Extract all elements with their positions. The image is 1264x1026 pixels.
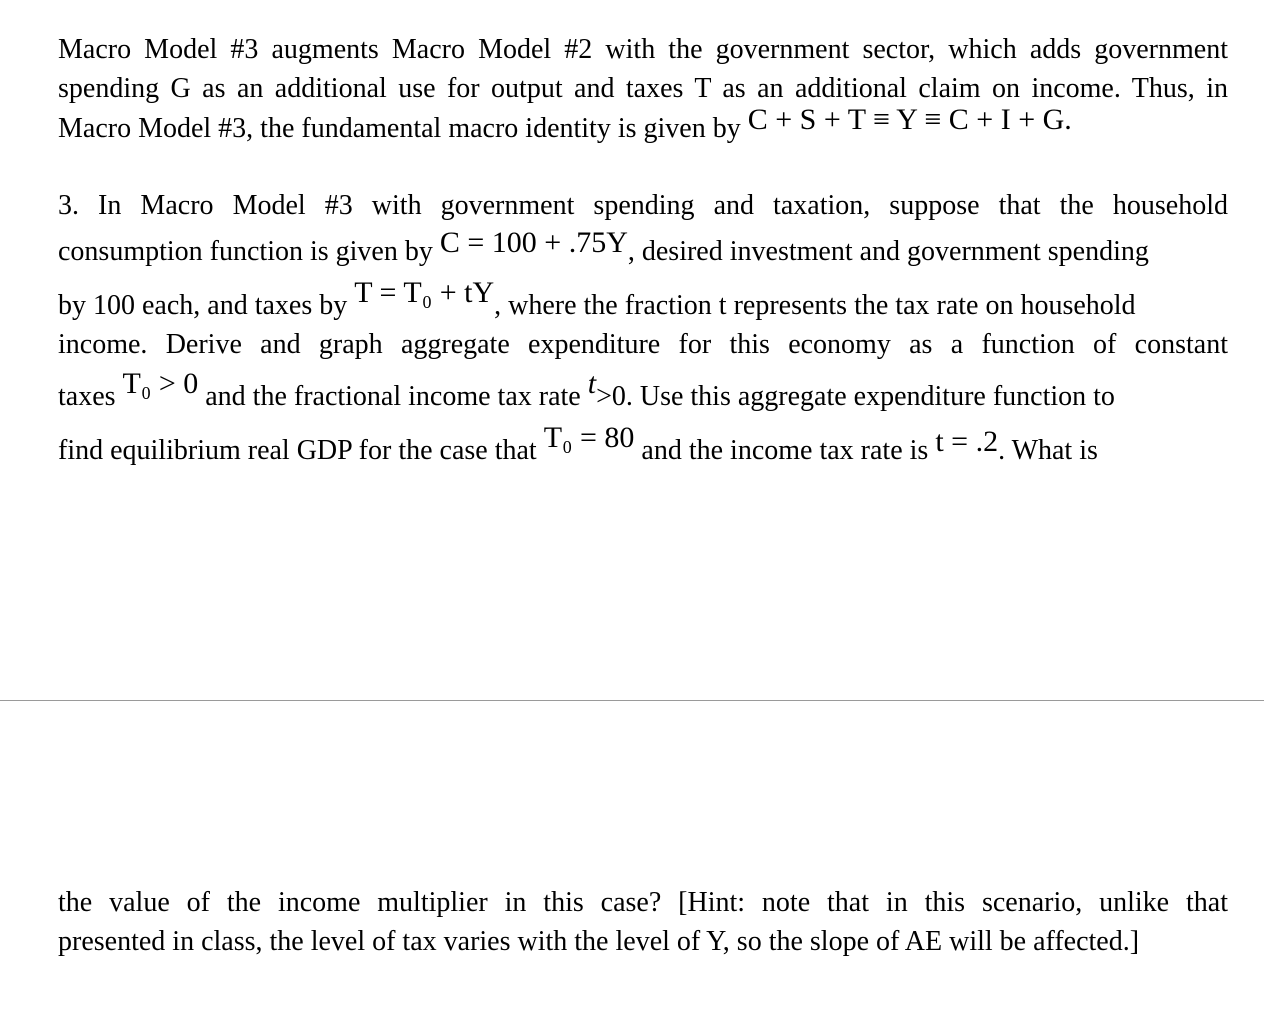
macro-identity-equation: C + S + T ≡ Y ≡ C + I + G. [747,103,1072,136]
intro-line-2: spending G as an additional use for output and taxes T as an additional claim on income. Thus, in [58,73,1228,104]
question-line-5 [58,367,1228,416]
question-line-3 [58,276,1228,325]
intro-line-3 [58,103,1228,148]
question-line-5-c: >0. Use this aggregate expenditure function to [596,381,1115,412]
intro-line-3-text: Macro Model #3, the fundamental macro identity is given by [58,113,741,144]
question-line-3-a: by 100 each, and taxes by [58,290,348,321]
tax-rate-value: t = .2 [935,425,999,458]
page-divider [0,700,1264,701]
question-line-2-b: , desired investment and government spending [627,236,1149,267]
tax-rate-symbol: t [587,367,597,400]
continuation-line-2: presented in class, the level of tax varies with the level of Y, so the slope of AE will be affected.] [58,926,1140,957]
question-line-6-b: and the income tax rate is [641,435,929,466]
consumption-function-equation: C = 100 + .75Y [439,226,628,259]
question-line-5-a: taxes [58,381,116,412]
question-line-1: 3. In Macro Model #3 with government spending and taxation, suppose that the household [58,190,1228,221]
continuation-line-1: the value of the income multiplier in this case? [Hint: note that in this scenario, unlike that [58,887,1228,918]
question-line-6-c: . What is [998,435,1098,466]
question-line-3-b: , where the fraction t represents the tax rate on household [494,290,1136,321]
intro-paragraph [58,30,1228,148]
question-line-6-a: find equilibrium real GDP for the case that [58,435,537,466]
question-line-2 [58,226,1228,271]
question-line-4: income. Derive and graph aggregate expenditure for this economy as a function of constant [58,329,1228,360]
constant-tax-condition: T₀ > 0 [122,367,199,400]
continuation-paragraph [58,883,1228,961]
question-line-5-b: and the fractional income tax rate [205,381,581,412]
question-paragraph [58,186,1228,470]
question-line-2-a: consumption function is given by [58,236,433,267]
tax-function-equation: T = T₀ + tY [354,276,495,309]
constant-tax-value: T₀ = 80 [543,421,635,454]
intro-line-1: Macro Model #3 augments Macro Model #2 with the government sector, which adds government [58,34,1228,65]
question-line-6 [58,421,1228,470]
